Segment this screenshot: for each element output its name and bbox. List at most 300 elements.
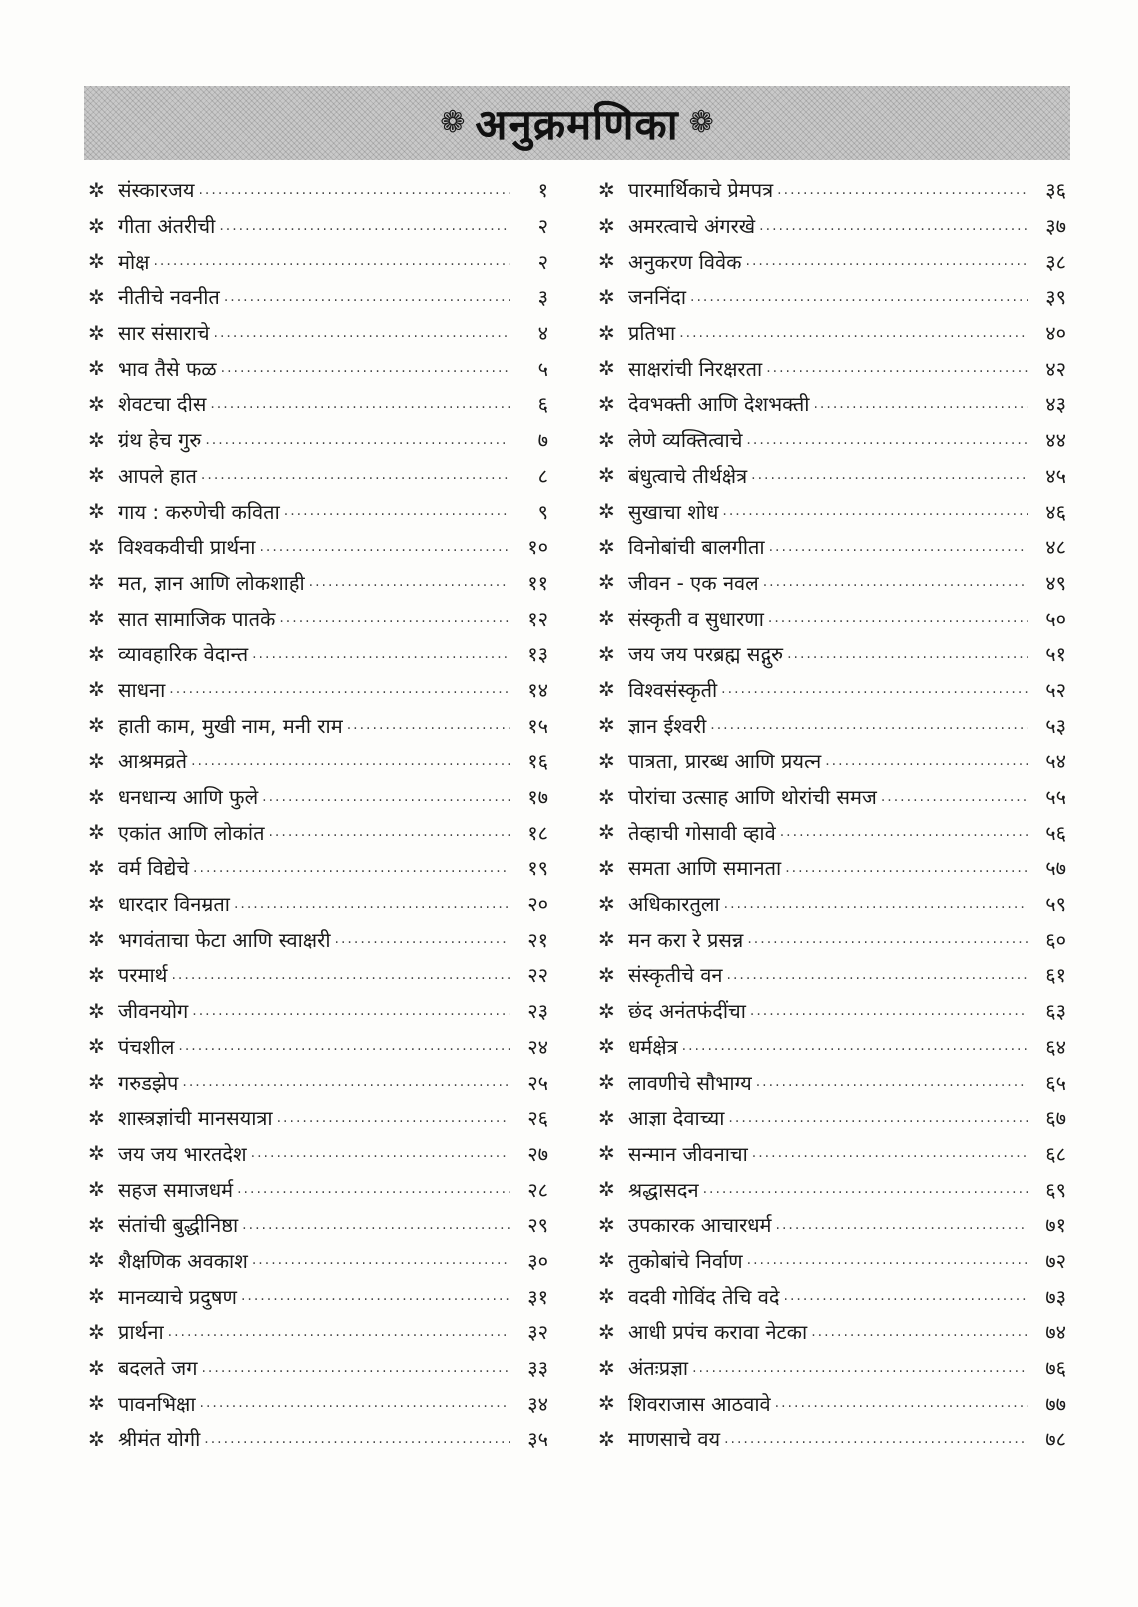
toc-entry-page-number: ७३ bbox=[1045, 1284, 1066, 1309]
asterisk-bullet-icon: ✲ bbox=[598, 391, 615, 416]
asterisk-bullet-icon: ✲ bbox=[88, 891, 105, 916]
toc-entry-title: वर्म विद्येचे bbox=[118, 856, 190, 881]
dot-leader bbox=[191, 753, 510, 769]
toc-entry-page-number: ५१ bbox=[1045, 642, 1066, 667]
toc-entry-page-number: १४ bbox=[527, 677, 548, 702]
dot-leader bbox=[679, 325, 1028, 341]
toc-entry bbox=[598, 1136, 1066, 1172]
asterisk-bullet-icon: ✲ bbox=[88, 855, 105, 880]
dot-leader bbox=[205, 432, 510, 448]
dot-leader bbox=[221, 360, 510, 376]
dot-leader bbox=[813, 396, 1028, 412]
dot-leader bbox=[722, 503, 1028, 519]
toc-entry-title: सन्मान जीवनाचा bbox=[628, 1141, 748, 1166]
toc-entry bbox=[88, 243, 548, 279]
toc-entry-title: माणसाचे वय bbox=[628, 1427, 721, 1452]
dot-leader bbox=[780, 824, 1028, 840]
toc-entry bbox=[598, 1314, 1066, 1350]
dot-leader bbox=[811, 1324, 1028, 1340]
toc-entry-page-number: २० bbox=[527, 892, 548, 917]
toc-entry-title: छंद अनंतफंदींचा bbox=[628, 999, 746, 1024]
toc-entry bbox=[598, 1385, 1066, 1421]
asterisk-bullet-icon: ✲ bbox=[88, 1177, 105, 1202]
asterisk-bullet-icon: ✲ bbox=[88, 820, 105, 845]
toc-entry-page-number: १७ bbox=[527, 785, 548, 810]
toc-entry-title: धारदार विनम्रता bbox=[118, 892, 230, 917]
toc-entry bbox=[598, 315, 1066, 351]
asterisk-bullet-icon: ✲ bbox=[598, 570, 615, 595]
asterisk-bullet-icon: ✲ bbox=[88, 927, 105, 952]
dot-leader bbox=[241, 1288, 510, 1304]
toc-entry-title: विनोबांची बालगीता bbox=[628, 535, 765, 560]
dot-leader bbox=[214, 325, 510, 341]
asterisk-bullet-icon: ✲ bbox=[88, 962, 105, 987]
toc-entry bbox=[88, 993, 548, 1029]
dot-leader bbox=[747, 1252, 1028, 1268]
toc-entry-title: हाती काम, मुखी नाम, मनी राम bbox=[118, 713, 343, 738]
dot-leader bbox=[178, 1038, 510, 1054]
asterisk-bullet-icon: ✲ bbox=[88, 249, 105, 274]
dot-leader bbox=[210, 396, 510, 412]
asterisk-bullet-icon: ✲ bbox=[88, 427, 105, 452]
asterisk-bullet-icon: ✲ bbox=[88, 784, 105, 809]
toc-entry bbox=[88, 921, 548, 957]
toc-entry-page-number: ६१ bbox=[1045, 963, 1066, 988]
toc-entry-title: लेणे व्यक्तित्वाचे bbox=[628, 428, 743, 453]
toc-entry-page-number: ६५ bbox=[1045, 1070, 1066, 1095]
toc-entry-page-number: ७१ bbox=[1045, 1213, 1066, 1238]
dot-leader bbox=[776, 1217, 1028, 1233]
toc-entry bbox=[88, 1171, 548, 1207]
toc-entry-title: तेव्हाची गोसावी व्हावे bbox=[628, 820, 776, 845]
dot-leader bbox=[825, 753, 1028, 769]
toc-entry bbox=[598, 993, 1066, 1029]
asterisk-bullet-icon: ✲ bbox=[598, 1319, 615, 1344]
toc-entry-title: धर्मक्षेत्र bbox=[628, 1034, 678, 1059]
title-banner bbox=[84, 86, 1070, 160]
toc-entry-title: प्रार्थना bbox=[118, 1320, 164, 1345]
toc-entry-page-number: ७ bbox=[537, 428, 548, 453]
toc-entry bbox=[88, 1421, 548, 1457]
toc-entry bbox=[598, 672, 1066, 708]
asterisk-bullet-icon: ✲ bbox=[598, 177, 615, 202]
toc-entry bbox=[598, 1421, 1066, 1457]
toc-entry bbox=[598, 493, 1066, 529]
dot-leader bbox=[252, 646, 510, 662]
dot-leader bbox=[234, 896, 510, 912]
dot-leader bbox=[728, 1110, 1028, 1126]
asterisk-bullet-icon: ✲ bbox=[88, 1355, 105, 1380]
toc-entry bbox=[88, 814, 548, 850]
toc-entry bbox=[598, 1278, 1066, 1314]
toc-entry bbox=[88, 1207, 548, 1243]
toc-entry-title: जीवन - एक नवल bbox=[628, 570, 759, 595]
asterisk-bullet-icon: ✲ bbox=[598, 1070, 615, 1095]
toc-entry bbox=[598, 529, 1066, 565]
dot-leader bbox=[703, 1181, 1028, 1197]
toc-entry-title: साधना bbox=[118, 677, 166, 702]
toc-entry-page-number: ३० bbox=[527, 1248, 548, 1273]
dot-leader bbox=[259, 539, 510, 555]
toc-entry bbox=[598, 422, 1066, 458]
toc-entry-page-number: ७७ bbox=[1045, 1391, 1066, 1416]
asterisk-bullet-icon: ✲ bbox=[88, 677, 105, 702]
toc-entry bbox=[598, 1100, 1066, 1136]
toc-entry-page-number: ५० bbox=[1045, 606, 1066, 631]
toc-entry-page-number: ३८ bbox=[1045, 249, 1066, 274]
dot-leader bbox=[724, 896, 1028, 912]
asterisk-bullet-icon: ✲ bbox=[88, 284, 105, 309]
toc-entry-title: वदवी गोविंद तेचि वदे bbox=[628, 1284, 780, 1309]
asterisk-bullet-icon: ✲ bbox=[88, 1141, 105, 1166]
toc-entry bbox=[598, 707, 1066, 743]
asterisk-bullet-icon: ✲ bbox=[88, 1070, 105, 1095]
asterisk-bullet-icon: ✲ bbox=[88, 534, 105, 559]
toc-entry-page-number: ४० bbox=[1045, 321, 1066, 346]
toc-entry-title: नीतीचे नवनीत bbox=[118, 285, 220, 310]
dot-leader bbox=[171, 967, 510, 983]
dot-leader bbox=[710, 717, 1028, 733]
dot-leader bbox=[752, 1145, 1028, 1161]
asterisk-bullet-icon: ✲ bbox=[88, 1105, 105, 1130]
toc-entry bbox=[88, 1064, 548, 1100]
toc-entry-title: गरुडझेप bbox=[118, 1070, 179, 1095]
toc-entry-title: परमार्थ bbox=[118, 963, 168, 988]
toc-entry-title: विश्वसंस्कृती bbox=[628, 677, 718, 702]
dot-leader bbox=[347, 717, 510, 733]
asterisk-bullet-icon: ✲ bbox=[598, 1177, 615, 1202]
toc-entry-title: आश्रमव्रते bbox=[118, 749, 188, 774]
asterisk-bullet-icon: ✲ bbox=[88, 570, 105, 595]
toc-entry-page-number: ५९ bbox=[1045, 892, 1066, 917]
toc-entry bbox=[88, 743, 548, 779]
asterisk-bullet-icon: ✲ bbox=[598, 927, 615, 952]
toc-entry bbox=[88, 1100, 548, 1136]
dot-leader bbox=[153, 253, 510, 269]
toc-entry-page-number: ६० bbox=[1045, 927, 1066, 952]
asterisk-bullet-icon: ✲ bbox=[598, 1248, 615, 1273]
asterisk-bullet-icon: ✲ bbox=[88, 320, 105, 345]
toc-entry-page-number: ४४ bbox=[1045, 428, 1066, 453]
asterisk-bullet-icon: ✲ bbox=[598, 998, 615, 1023]
dot-leader bbox=[775, 1395, 1028, 1411]
toc-entry-page-number: ५६ bbox=[1045, 820, 1066, 845]
dot-leader bbox=[746, 432, 1028, 448]
toc-entry-title: उपकारक आचारधर्म bbox=[628, 1213, 772, 1238]
toc-entry-page-number: २ bbox=[537, 249, 548, 274]
dot-leader bbox=[279, 610, 510, 626]
toc-entry-title: पंचशील bbox=[118, 1034, 175, 1059]
toc-entry-title: भाव तैसे फळ bbox=[118, 356, 217, 381]
asterisk-bullet-icon: ✲ bbox=[598, 606, 615, 631]
asterisk-bullet-icon: ✲ bbox=[598, 320, 615, 345]
toc-entry-title: मन करा रे प्रसन्न bbox=[628, 927, 744, 952]
toc-entry-title: व्यावहारिक वेदान्त bbox=[118, 642, 249, 667]
toc-entry-title: ज्ञान ईश्वरी bbox=[628, 713, 707, 738]
asterisk-bullet-icon: ✲ bbox=[88, 1319, 105, 1344]
toc-entry-title: आधी प्रपंच करावा नेटका bbox=[628, 1320, 808, 1345]
toc-entry bbox=[88, 1278, 548, 1314]
toc-entry-title: अनुकरण विवेक bbox=[628, 249, 742, 274]
asterisk-bullet-icon: ✲ bbox=[598, 427, 615, 452]
toc-entry-page-number: ६ bbox=[537, 392, 548, 417]
asterisk-bullet-icon: ✲ bbox=[598, 784, 615, 809]
toc-entry-page-number: २ bbox=[537, 214, 548, 239]
toc-entry-title: पावनभिक्षा bbox=[118, 1391, 196, 1416]
toc-entry bbox=[88, 672, 548, 708]
dot-leader bbox=[768, 610, 1028, 626]
asterisk-bullet-icon: ✲ bbox=[88, 499, 105, 524]
toc-entry-page-number: २९ bbox=[527, 1213, 548, 1238]
toc-entry-page-number: ३ bbox=[537, 285, 548, 310]
toc-entry-page-number: ७४ bbox=[1045, 1320, 1066, 1345]
toc-entry-title: समता आणि समानता bbox=[628, 856, 782, 881]
toc-entry bbox=[88, 850, 548, 886]
toc-entry bbox=[598, 779, 1066, 815]
asterisk-bullet-icon: ✲ bbox=[88, 356, 105, 381]
toc-entry bbox=[88, 172, 548, 208]
toc-entry-page-number: १८ bbox=[527, 820, 548, 845]
toc-entry-page-number: २१ bbox=[527, 927, 548, 952]
dot-leader bbox=[784, 1288, 1029, 1304]
toc-entry bbox=[88, 779, 548, 815]
asterisk-bullet-icon: ✲ bbox=[88, 641, 105, 666]
toc-entry bbox=[88, 1136, 548, 1172]
toc-entry-page-number: ४८ bbox=[1045, 535, 1066, 560]
toc-entry-page-number: ३३ bbox=[527, 1356, 548, 1381]
toc-entry bbox=[598, 1350, 1066, 1386]
toc-entry bbox=[598, 1064, 1066, 1100]
toc-entry-title: शिवराजास आठवावे bbox=[628, 1391, 771, 1416]
dot-leader bbox=[727, 967, 1028, 983]
toc-entry-title: जीवनयोग bbox=[118, 999, 189, 1024]
toc-entry-title: विश्वकवीची प्रार्थना bbox=[118, 535, 256, 560]
dot-leader bbox=[721, 681, 1028, 697]
asterisk-bullet-icon: ✲ bbox=[598, 748, 615, 773]
toc-entry bbox=[598, 636, 1066, 672]
asterisk-bullet-icon: ✲ bbox=[598, 1034, 615, 1059]
toc-entry-page-number: ६८ bbox=[1045, 1141, 1066, 1166]
dot-leader bbox=[277, 1110, 510, 1126]
toc-entry bbox=[88, 1350, 548, 1386]
asterisk-bullet-icon: ✲ bbox=[598, 213, 615, 238]
asterisk-bullet-icon: ✲ bbox=[598, 641, 615, 666]
toc-entry bbox=[598, 386, 1066, 422]
toc-entry-title: एकांत आणि लोकांत bbox=[118, 820, 265, 845]
asterisk-bullet-icon: ✲ bbox=[88, 1248, 105, 1273]
toc-entry-page-number: १३ bbox=[527, 642, 548, 667]
toc-entry-title: पात्रता, प्रारब्ध आणि प्रयत्न bbox=[628, 749, 822, 774]
toc-entry-title: शास्त्रज्ञांची मानसयात्रा bbox=[118, 1106, 273, 1131]
asterisk-bullet-icon: ✲ bbox=[88, 713, 105, 738]
toc-column-left bbox=[88, 172, 548, 1457]
page-title: अनुक्रमणिका bbox=[475, 99, 679, 149]
toc-entry-title: सुखाचा शोध bbox=[628, 499, 719, 524]
dot-leader bbox=[201, 1360, 510, 1376]
toc-entry-title: अधिकारतुला bbox=[628, 892, 720, 917]
asterisk-bullet-icon: ✲ bbox=[598, 962, 615, 987]
asterisk-bullet-icon: ✲ bbox=[598, 249, 615, 274]
dot-leader bbox=[242, 1217, 510, 1233]
asterisk-bullet-icon: ✲ bbox=[88, 391, 105, 416]
toc-entry-page-number: १ bbox=[537, 178, 548, 203]
toc-entry bbox=[598, 208, 1066, 244]
dot-leader bbox=[251, 1145, 510, 1161]
toc-entry-page-number: ५२ bbox=[1045, 677, 1066, 702]
toc-entry bbox=[598, 172, 1066, 208]
toc-entry-page-number: २८ bbox=[527, 1177, 548, 1202]
dot-leader bbox=[751, 467, 1028, 483]
toc-entry-page-number: ४२ bbox=[1045, 356, 1066, 381]
dot-leader bbox=[335, 931, 510, 947]
toc-entry-page-number: ४६ bbox=[1045, 499, 1066, 524]
asterisk-bullet-icon: ✲ bbox=[88, 1426, 105, 1451]
dot-leader bbox=[198, 182, 510, 198]
toc-entry-page-number: ७२ bbox=[1045, 1248, 1066, 1273]
toc-entry bbox=[598, 279, 1066, 315]
toc-entry-page-number: २७ bbox=[527, 1141, 548, 1166]
dot-leader bbox=[182, 1074, 510, 1090]
toc-entry-page-number: ३२ bbox=[527, 1320, 548, 1345]
toc-entry-title: श्रद्धासदन bbox=[628, 1177, 699, 1202]
toc-entry-title: आपले हात bbox=[118, 463, 197, 488]
toc-entry-page-number: १६ bbox=[527, 749, 548, 774]
toc-entry-title: भगवंताचा फेटा आणि स्वाक्षरी bbox=[118, 927, 331, 952]
toc-entry-title: सहज समाजधर्म bbox=[118, 1177, 234, 1202]
toc-entry-page-number: ७६ bbox=[1045, 1356, 1066, 1381]
toc-entry bbox=[88, 493, 548, 529]
toc-entry-page-number: ३६ bbox=[1045, 178, 1066, 203]
dot-leader bbox=[759, 218, 1028, 234]
toc-entry-title: पारमार्थिकाचे प्रेमपत्र bbox=[628, 178, 774, 203]
toc-entry-title: साक्षरांची निरक्षरता bbox=[628, 356, 763, 381]
dot-leader bbox=[192, 1003, 510, 1019]
toc-entry-page-number: ५४ bbox=[1045, 749, 1066, 774]
toc-entry bbox=[598, 350, 1066, 386]
toc-entry bbox=[88, 422, 548, 458]
dot-leader bbox=[168, 1324, 510, 1340]
dot-leader bbox=[690, 289, 1028, 305]
toc-entry-title: श्रीमंत योगी bbox=[118, 1427, 201, 1452]
toc-entry-page-number: २३ bbox=[527, 999, 548, 1024]
toc-entry bbox=[88, 350, 548, 386]
toc-entry-title: जय जय भारतदेश bbox=[118, 1141, 247, 1166]
asterisk-bullet-icon: ✲ bbox=[88, 213, 105, 238]
toc-entry bbox=[88, 1243, 548, 1279]
toc-entry bbox=[88, 600, 548, 636]
asterisk-bullet-icon: ✲ bbox=[88, 998, 105, 1023]
toc-entry bbox=[598, 458, 1066, 494]
toc-entry-title: बंधुत्वाचे तीर्थक्षेत्र bbox=[628, 463, 748, 488]
toc-entry-page-number: २६ bbox=[527, 1106, 548, 1131]
toc-column-right bbox=[598, 172, 1066, 1457]
flower-ornament-icon: ❁ bbox=[440, 105, 466, 140]
toc-entry-page-number: ३१ bbox=[527, 1284, 548, 1309]
asterisk-bullet-icon: ✲ bbox=[598, 1391, 615, 1416]
toc-entry-page-number: १९ bbox=[527, 856, 548, 881]
toc-entry-title: तुकोबांचे निर्वाण bbox=[628, 1248, 743, 1273]
dot-leader bbox=[763, 574, 1028, 590]
asterisk-bullet-icon: ✲ bbox=[598, 1141, 615, 1166]
asterisk-bullet-icon: ✲ bbox=[598, 1355, 615, 1380]
dot-leader bbox=[201, 467, 510, 483]
toc-entry bbox=[88, 1029, 548, 1065]
toc-entry bbox=[88, 636, 548, 672]
asterisk-bullet-icon: ✲ bbox=[598, 1212, 615, 1237]
toc-entry-title: मानव्याचे प्रदुषण bbox=[118, 1284, 237, 1309]
toc-entry-page-number: २४ bbox=[527, 1034, 548, 1059]
dot-leader bbox=[262, 789, 510, 805]
asterisk-bullet-icon: ✲ bbox=[598, 1284, 615, 1309]
asterisk-bullet-icon: ✲ bbox=[598, 1105, 615, 1130]
dot-leader bbox=[750, 1003, 1028, 1019]
toc-entry-page-number: २५ bbox=[527, 1070, 548, 1095]
dot-leader bbox=[268, 824, 510, 840]
toc-entry bbox=[88, 386, 548, 422]
toc-entry bbox=[88, 957, 548, 993]
dot-leader bbox=[692, 1360, 1028, 1376]
toc-entry bbox=[88, 1314, 548, 1350]
toc-entry-title: ग्रंथ हेच गुरु bbox=[118, 428, 202, 453]
toc-entry bbox=[598, 565, 1066, 601]
toc-entry-page-number: ११ bbox=[527, 570, 548, 595]
dot-leader bbox=[724, 1431, 1028, 1447]
dot-leader bbox=[777, 182, 1028, 198]
toc-entry-title: संस्कृती व सुधारणा bbox=[628, 606, 764, 631]
toc-entry-title: गाय : करुणेची कविता bbox=[118, 499, 280, 524]
toc-entry bbox=[598, 921, 1066, 957]
toc-entry-title: लावणीचे सौभाग्य bbox=[628, 1070, 752, 1095]
toc-entry-title: संस्कृतीचे वन bbox=[628, 963, 723, 988]
asterisk-bullet-icon: ✲ bbox=[598, 855, 615, 880]
toc-entry-page-number: ९ bbox=[537, 499, 548, 524]
asterisk-bullet-icon: ✲ bbox=[88, 606, 105, 631]
toc-entry-title: मत, ज्ञान आणि लोकशाही bbox=[118, 570, 305, 595]
toc-entry bbox=[88, 707, 548, 743]
toc-entry bbox=[598, 1207, 1066, 1243]
dot-leader bbox=[224, 289, 510, 305]
toc-entry-page-number: ५३ bbox=[1045, 713, 1066, 738]
toc-entry bbox=[598, 243, 1066, 279]
toc-entry bbox=[598, 957, 1066, 993]
dot-leader bbox=[787, 646, 1028, 662]
dot-leader bbox=[193, 860, 510, 876]
toc-entry bbox=[88, 315, 548, 351]
dot-leader bbox=[200, 1395, 510, 1411]
dot-leader bbox=[746, 253, 1028, 269]
toc-entry-title: सात सामाजिक पातके bbox=[118, 606, 276, 631]
toc-entry bbox=[88, 886, 548, 922]
toc-entry-title: संस्कारजय bbox=[118, 178, 195, 203]
toc-entry-title: संतांची बुद्धीनिष्ठा bbox=[118, 1213, 239, 1238]
asterisk-bullet-icon: ✲ bbox=[598, 713, 615, 738]
asterisk-bullet-icon: ✲ bbox=[598, 677, 615, 702]
toc-entry-title: जय जय परब्रह्म सद्गुरु bbox=[628, 642, 784, 667]
dot-leader bbox=[766, 360, 1028, 376]
toc-entry bbox=[598, 814, 1066, 850]
asterisk-bullet-icon: ✲ bbox=[88, 748, 105, 773]
dot-leader bbox=[682, 1038, 1028, 1054]
dot-leader bbox=[785, 860, 1028, 876]
toc-entry-title: मोक्ष bbox=[118, 249, 150, 274]
asterisk-bullet-icon: ✲ bbox=[598, 534, 615, 559]
toc-entry-page-number: ५७ bbox=[1045, 856, 1066, 881]
toc-entry-page-number: ३७ bbox=[1045, 214, 1066, 239]
toc-entry-page-number: २२ bbox=[527, 963, 548, 988]
dot-leader bbox=[309, 574, 510, 590]
title-group bbox=[440, 95, 713, 152]
toc-entry-page-number: १५ bbox=[527, 713, 548, 738]
